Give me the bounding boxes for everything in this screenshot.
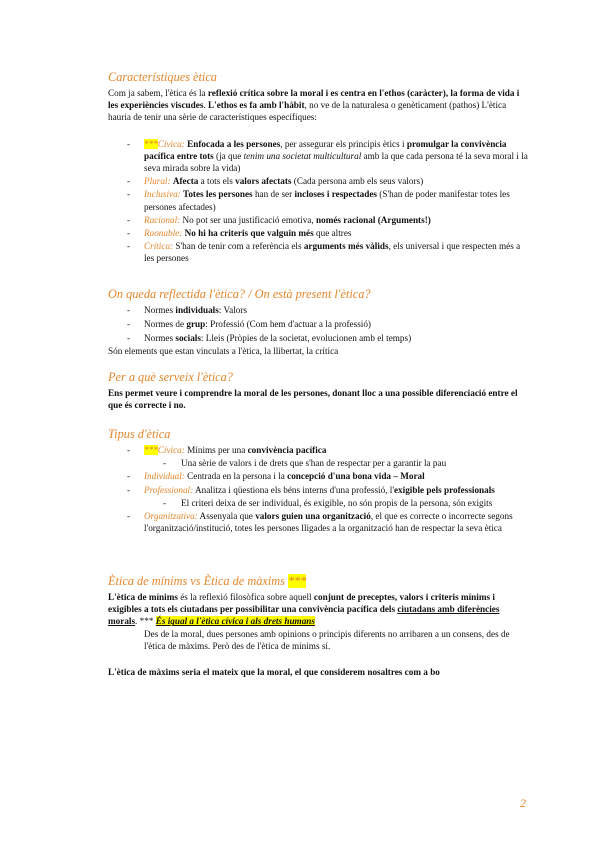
text-run: Normes — [144, 305, 176, 315]
list-item — [108, 332, 528, 344]
title-text: Ètica de mínims vs Ètica de màxims — [108, 574, 285, 588]
item-label: Crítica: — [144, 241, 174, 252]
text-run: , el que es correcte o incorrecte segons l'organització/institució, totes les persones lligades a la organització han de respectar la seva ètica — [144, 511, 513, 534]
text-run: amb la que cada persona té la seva moral i la seva mirada sobre la vida) — [144, 150, 528, 174]
sub-list — [144, 457, 528, 469]
text-run: Analitza i qüestiona els béns interns d'una professió, l' — [193, 484, 394, 495]
text-run: , no ve de la naturalesa o genèticament (pathos) L'ètica hauria de tenir una sèrie de característiques específiques: — [108, 100, 507, 123]
text-run: Mínims per una — [184, 445, 248, 455]
text-run: han de ser — [252, 189, 295, 200]
section-where — [108, 287, 528, 357]
list-item — [108, 318, 528, 330]
text-run: . — [203, 100, 209, 111]
text-run: que altres — [313, 228, 352, 239]
list-item — [108, 188, 528, 212]
sub-list-item: - Una sèrie de valors i de drets que s'han de respectar per a garantir la pau — [108, 457, 528, 469]
text-bold: incloses i respectades — [294, 189, 377, 200]
highlight-mark: *** — [144, 138, 158, 149]
paragraph — [108, 591, 528, 628]
list-item — [108, 227, 528, 239]
item-label: Cívica: — [157, 138, 185, 149]
intro-paragraph — [108, 87, 528, 124]
section-minimums-maximums — [108, 574, 528, 678]
text-bold-underline: ciutadans amb diferències morals — [108, 604, 500, 627]
text-run: (Cada persona amb els seus valors) — [291, 176, 424, 187]
paragraph: Ens permet veure i comprendre la moral de les persones, donant lloc a una possible diferenciació entre el que és correcte i no. — [108, 388, 518, 411]
section-title — [108, 574, 528, 589]
list-item — [108, 214, 528, 226]
text-run: : Valors — [218, 305, 247, 315]
text-bold: grup — [186, 319, 206, 330]
norms-list — [108, 304, 528, 345]
item-label: Raonable: — [144, 228, 183, 239]
item-label: Inclusiva: — [144, 189, 181, 200]
paragraph: Són elements que estan vinculats a l'ètica, la llibertat, la crítica — [108, 345, 339, 356]
list-item — [108, 175, 528, 187]
text-bold: socials — [175, 333, 201, 344]
list-item — [108, 138, 528, 175]
text-run: , per assegurar els principis ètics i — [280, 138, 407, 149]
page-number: 2 — [520, 796, 526, 810]
paragraph: Des de la moral, dues persones amb opinions o principis diferents no arribaren a un consens, des de l'ètica de màxims. Però des de l'ètica de mínims sí. — [144, 628, 510, 651]
item-label: Plural: — [144, 176, 171, 187]
list-item — [108, 484, 528, 509]
section-title: On queda reflectida l'ètica? / On està present l'ètica? — [108, 287, 371, 301]
paragraph: L'ètica de màxims seria el mateix que la moral, el que considerem nosaltres com a bo — [108, 667, 440, 678]
text-run: Normes de — [144, 319, 187, 330]
text-run: : Professió (Com hem d'actuar a la professió) — [205, 319, 371, 330]
text-bold: valors guien una organització — [255, 511, 371, 522]
section-title: Per a què serveix l'ètica? — [108, 370, 233, 384]
characteristics-list — [108, 138, 528, 265]
section-characteristics — [108, 70, 528, 265]
text-bold: L'ètica de mínims — [108, 592, 178, 602]
text-bold: No hi ha criteris que valguin més — [184, 228, 314, 239]
item-label: Professional: — [144, 484, 194, 495]
text-bold: convivència pacífica — [247, 445, 327, 455]
text-run: Normes — [144, 333, 176, 344]
section-title: Tipus d'ètica — [108, 427, 171, 441]
item-label: Cívica: — [157, 445, 185, 455]
item-label: Individual: — [144, 471, 185, 482]
list-item — [108, 240, 528, 264]
sub-list-item: - El criteri deixa de ser individual, és exigible, no són propis de la persona, són exigits — [108, 497, 528, 509]
highlighted-text: És igual a l'ètica cívica i als drets humans — [155, 616, 315, 627]
text-run: S'han de tenir com a referència els — [173, 241, 304, 252]
text-run: . *** — [135, 616, 156, 627]
text-bold: promulgar la convivència pacífica entre tots — [144, 138, 507, 161]
text-run: Centrada en la persona i la — [184, 471, 288, 482]
item-label: Organitzativa: — [144, 511, 198, 522]
item-label: Racional: — [144, 214, 181, 225]
text-run: (ja que — [213, 150, 244, 161]
text-run: No pot ser una justificació emotiva, — [180, 214, 316, 225]
text-bold: individuals — [175, 305, 219, 315]
text-run: : Lleis (Pròpies de la societat, evolucionen amb el temps) — [200, 333, 412, 344]
list-item — [108, 510, 528, 534]
section-purpose — [108, 370, 528, 411]
text-bold: conjunt de preceptes, valors i criteris mínims i exigibles a tots els ciutadans per possibilitar una convivència pacífica dels — [108, 592, 495, 615]
section-title: Característiques ètica — [108, 70, 217, 84]
section-types — [108, 427, 528, 534]
sub-list — [144, 497, 528, 509]
types-list — [108, 444, 528, 534]
text-bold: valors afectats — [235, 176, 292, 187]
list-item — [108, 470, 528, 482]
highlight-mark: *** — [144, 445, 158, 455]
text-bold: Afecta — [172, 176, 199, 187]
text-italic: tenim una societat multicultural — [243, 150, 362, 161]
text-bold: reflexió crítica sobre la moral i es centra en l'ethos (caràcter), la forma de vida i les experiències viscudes — [108, 88, 520, 111]
text-run: Assenyala que — [197, 511, 256, 522]
list-item — [108, 304, 528, 316]
text-run: a tots els — [198, 176, 236, 187]
text-run: (S'han de poder manifestar totes les persones afectades) — [144, 189, 510, 212]
text-bold: Totes les persones — [183, 189, 253, 200]
text-bold: arguments més vàlids — [303, 241, 389, 252]
text-run: , els universal i que respecten més a les persones — [144, 241, 521, 264]
text-run: Com ja sabem, l'ètica és la — [108, 88, 208, 98]
list-item — [108, 444, 528, 469]
text-bold: Enfocada a les persones — [187, 138, 281, 149]
text-run: és la reflexió filosòfica sobre aquell — [177, 592, 314, 602]
text-bold: L'ethos es fa amb l'hàbit — [208, 100, 305, 111]
highlight-mark: *** — [287, 574, 307, 588]
text-bold: només racional (Arguments!) — [315, 214, 431, 225]
text-bold: exigible pels professionals — [393, 484, 495, 495]
text-bold: concepció d'una bona vida – Moral — [287, 471, 425, 482]
